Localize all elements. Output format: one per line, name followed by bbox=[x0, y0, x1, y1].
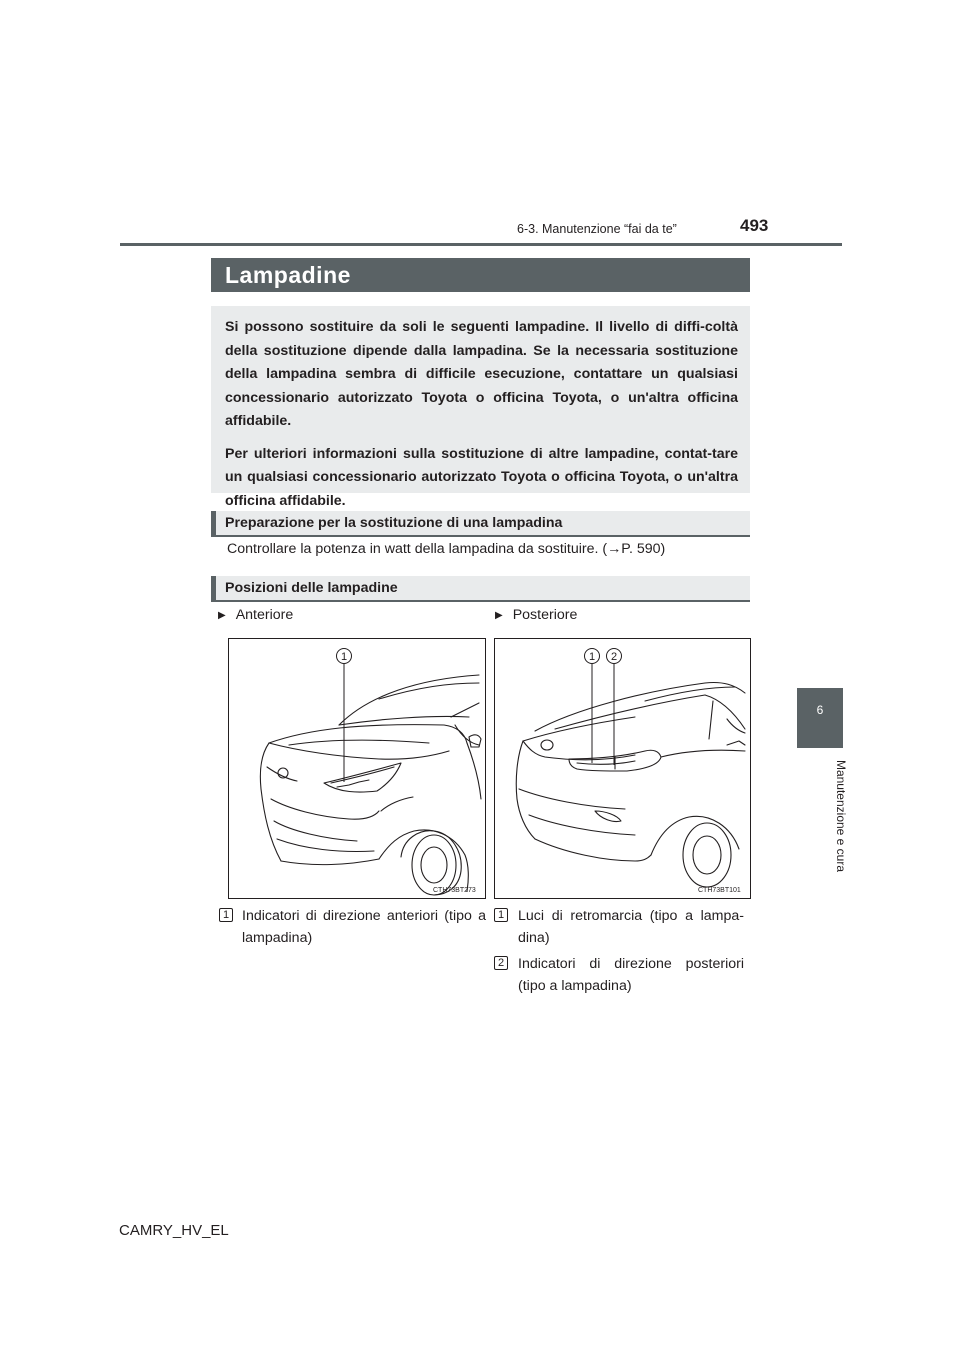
triangle-bullet-icon: ▶ bbox=[495, 609, 503, 621]
rear-view-label bbox=[495, 607, 577, 623]
legend-number-box: 1 bbox=[219, 908, 233, 922]
front-image-code: CTH73BT273 bbox=[433, 887, 476, 894]
chapter-tab bbox=[797, 688, 843, 748]
front-car-drawing bbox=[229, 639, 485, 898]
footer-model-code: CAMRY_HV_EL bbox=[119, 1222, 229, 1239]
preparation-heading: Preparazione per la sostituzione di una lampadina bbox=[211, 511, 750, 537]
legend-number-box: 1 bbox=[494, 908, 508, 922]
legend-number-box: 2 bbox=[494, 956, 508, 970]
page-number: 493 bbox=[740, 216, 769, 235]
rear-car-illustration bbox=[494, 638, 751, 899]
legend-rear-1-text: Luci di retromarcia (tipo a lampa-dina) bbox=[518, 908, 744, 946]
section-header: 6-3. Manutenzione “fai da te” bbox=[517, 222, 677, 236]
front-car-illustration bbox=[228, 638, 486, 899]
legend-front-1-text: Indicatori di direzione anteriori (tipo a lampadina) bbox=[242, 908, 486, 946]
front-view-label bbox=[218, 607, 293, 623]
intro-paragraph-1: Si possono sostituire da soli le seguenti lampadine. Il livello di diffi-coltà della sostituzione dipende dalla lampadina. Se la necessaria sostituzione della lampadina sembra di difficile esecuzione, contattare un qualsiasi concessionario autorizzato Toyota o officina Toyota, o un'altra officina affidabile. bbox=[225, 319, 738, 429]
chapter-tab-number: 6 bbox=[816, 703, 824, 717]
chapter-tab-label: Manutenzione e cura bbox=[834, 759, 848, 873]
rear-car-drawing bbox=[495, 639, 750, 898]
callout-1-label: 1 bbox=[340, 651, 348, 663]
header-rule bbox=[120, 243, 842, 246]
rear-image-code: CTH73BT101 bbox=[698, 887, 741, 894]
intro-box bbox=[211, 306, 750, 509]
legend-rear-2-text: Indicatori di direzione posteriori (tipo a lampadina) bbox=[518, 956, 744, 994]
rear-view-label-text: Posteriore bbox=[512, 607, 578, 623]
callout-1-label: 1 bbox=[588, 651, 596, 663]
preparation-text: Controllare la potenza in watt della lampadina da sostituire. (→P. 590) bbox=[227, 541, 666, 557]
positions-heading: Posizioni delle lampadine bbox=[211, 576, 750, 602]
front-view-label-text: Anteriore bbox=[235, 607, 294, 623]
callout-2-label: 2 bbox=[610, 651, 618, 663]
intro-paragraph-2: Per ulteriori informazioni sulla sostituzione di altre lampadine, contat-tare un qualsiasi concessionario autorizzato Toyota o officina Toyota, o un'altra officina affidabile. bbox=[225, 445, 738, 509]
triangle-bullet-icon: ▶ bbox=[218, 609, 226, 621]
page-title: Lampadine bbox=[211, 258, 750, 292]
